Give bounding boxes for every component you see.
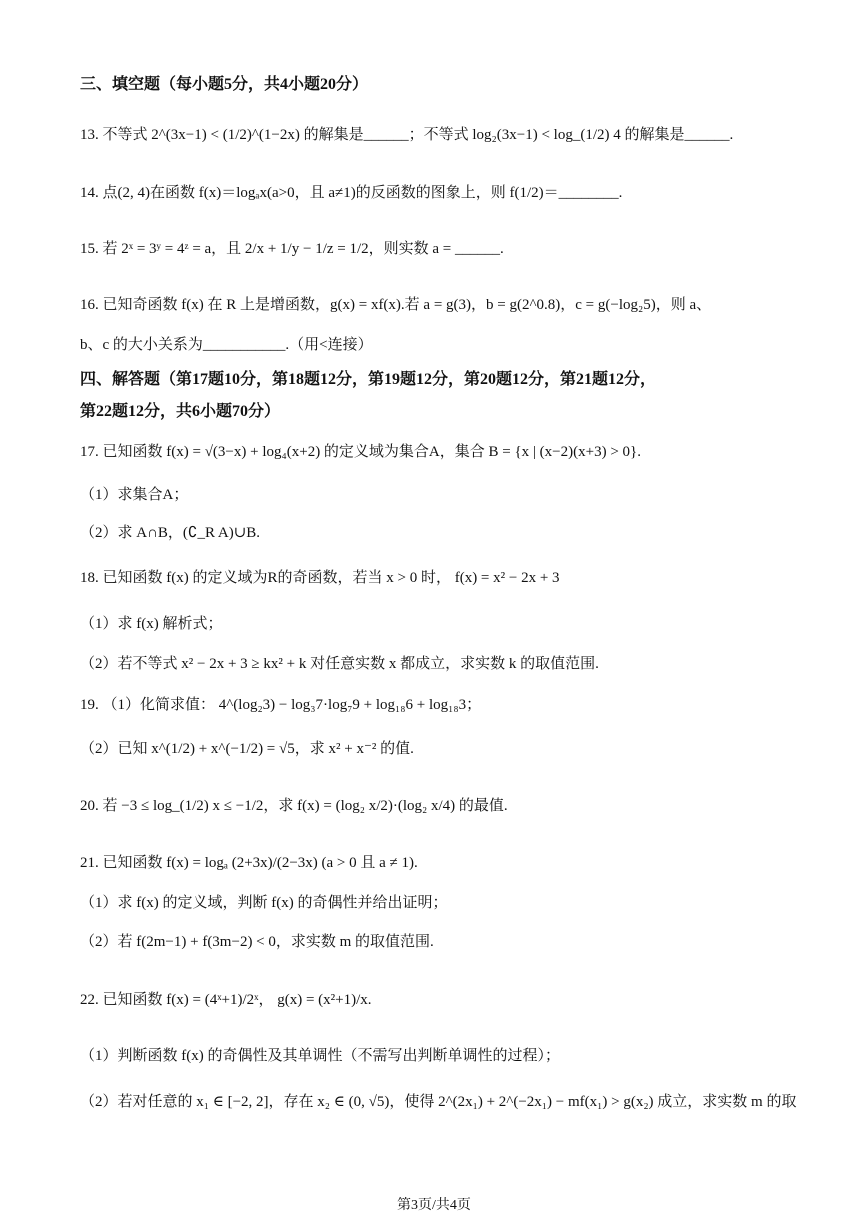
page-footer: 第3页/共4页 (397, 1198, 471, 1213)
question-18-part2: （2）若不等式 x² − 2x + 3 ≥ kx² + k 对任意实数 x 都成立，求实数 k 的取值范围. (80, 656, 599, 672)
question-17: 17. 已知函数 f(x) = √(3−x) + log₄(x+2) 的定义域为集合A，集合 B = {x | (x−2)(x+3) > 0}. (80, 444, 641, 460)
question-22: 22. 已知函数 f(x) = (4ˣ+1)/2ˣ， g(x) = (x²+1)/x. (80, 992, 372, 1008)
question-17-part2: （2）求 A∩B，(∁_R A)∪B. (80, 525, 261, 541)
question-18: 18. 已知函数 f(x) 的定义域为R的奇函数，若当 x > 0 时， f(x) = x² − 2x + 3 (80, 570, 560, 586)
question-13: 13. 不等式 2^(3x−1) < (1/2)^(1−2x) 的解集是______；不等式 log₂(3x−1) < log_(1/2) 4 的解集是______. (80, 127, 734, 143)
question-22-part2: （2）若对任意的 x₁ ∈ [−2, 2]，存在 x₂ ∈ (0, √5)，使得 2^(2x₁) + 2^(−2x₁) − mf(x₁) > g(x₂) 成立，求实数 m 的取 (80, 1094, 797, 1110)
question-21-part1: （1）求 f(x) 的定义域，判断 f(x) 的奇偶性并给出证明； (80, 895, 448, 911)
question-18-part1: （1）求 f(x) 解析式； (80, 616, 223, 632)
question-21: 21. 已知函数 f(x) = logₐ (2+3x)/(2−3x) (a > 0 且 a ≠ 1). (80, 855, 418, 871)
question-17-part1: （1）求集合A； (80, 487, 189, 503)
question-19-part1: 19. （1）化简求值： 4^(log₂3) − log₃7·log₇9 + log₁₈6 + log₁₈3； (80, 697, 482, 713)
question-16-line2: b、c 的大小关系为___________.（用<连接） (80, 337, 373, 353)
question-19-part2: （2）已知 x^(1/2) + x^(−1/2) = √5，求 x² + x⁻² 的值. (80, 741, 414, 757)
section-solve-title-line1: 四、解答题（第17题10分，第18题12分，第19题12分，第20题12分，第21题12分， (80, 371, 657, 388)
question-14: 14. 点(2, 4)在函数 f(x)＝logₐx(a>0，且 a≠1)的反函数的图象上，则 f(1/2)＝________. (80, 185, 623, 201)
section-solve-title-line2: 第22题12分，共6小题70分） (80, 403, 281, 420)
question-16-line1: 16. 已知奇函数 f(x) 在 R 上是增函数，g(x) = xf(x).若 a = g(3)，b = g(2^0.8)，c = g(−log₂5)，则 a、 (80, 297, 712, 313)
question-20: 20. 若 −3 ≤ log_(1/2) x ≤ −1/2，求 f(x) = (log₂ x/2)·(log₂ x/4) 的最值. (80, 798, 508, 814)
question-15: 15. 若 2ˣ = 3ʸ = 4ᶻ = a，且 2/x + 1/y − 1/z = 1/2，则实数 a = ______. (80, 241, 504, 257)
question-21-part2: （2）若 f(2m−1) + f(3m−2) < 0，求实数 m 的取值范围. (80, 934, 434, 950)
section-fill-blank-title: 三、填空题（每小题5分，共4小题20分） (80, 76, 369, 93)
question-22-part1: （1）判断函数 f(x) 的奇偶性及其单调性（不需写出判断单调性的过程）； (80, 1048, 560, 1064)
